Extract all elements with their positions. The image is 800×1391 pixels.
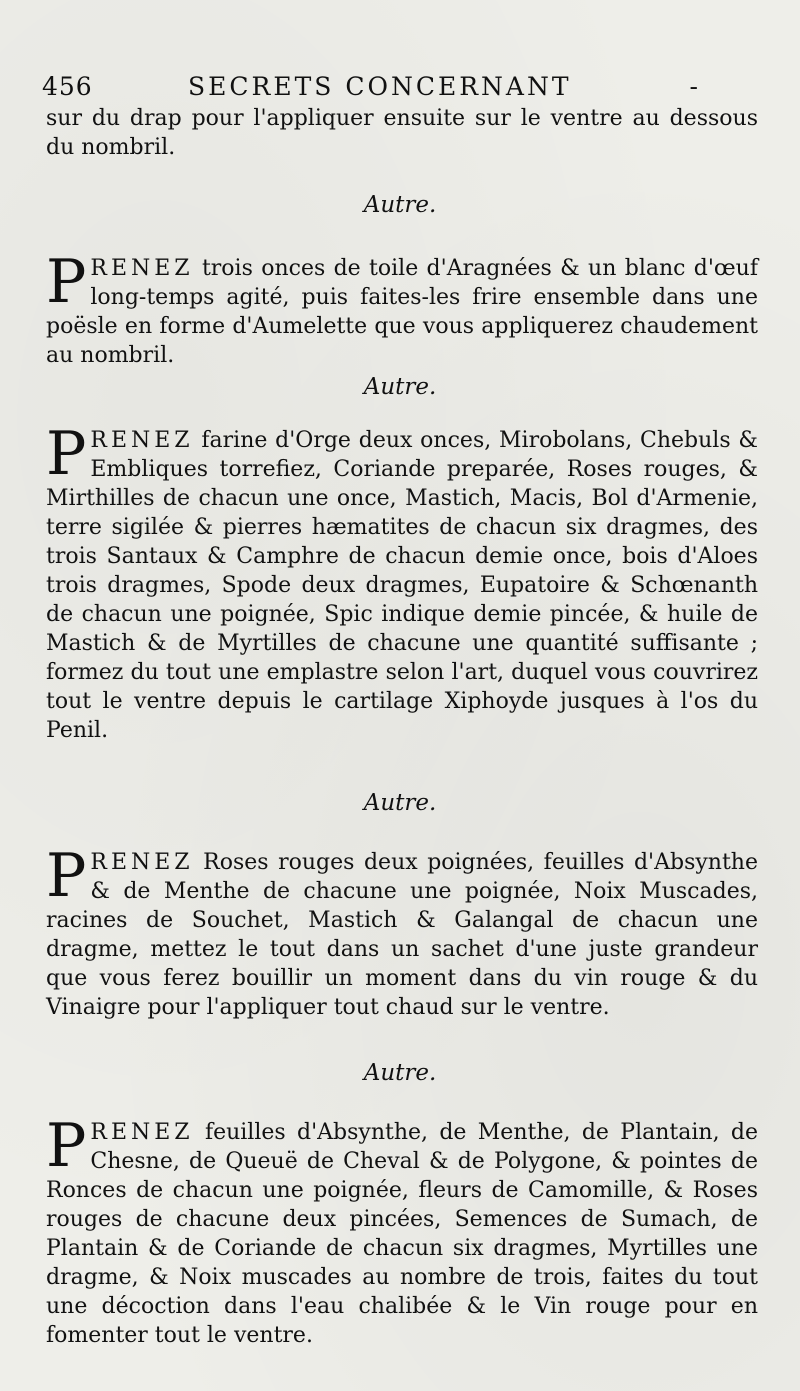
running-title: SECRETS CONCERNANT xyxy=(188,72,572,101)
section-paragraph-1 xyxy=(46,247,758,370)
drop-cap-1: P xyxy=(46,247,87,317)
section-paragraph-3 xyxy=(46,841,758,1022)
section-paragraph-2 xyxy=(46,419,758,745)
section-paragraph-4 xyxy=(46,1111,758,1350)
drop-cap-2: P xyxy=(46,419,87,489)
lead-word-3: RENEZ xyxy=(90,850,194,875)
section-heading-4: Autre. xyxy=(363,1060,437,1086)
section-heading-1: Autre. xyxy=(363,192,437,218)
section-body-4: feuilles d'Absynthe, de Menthe, de Plantain, de Chesne, de Queuë de Cheval & de Polygone, & pointes de Ronces de chacun une poignée, fleurs de Camomille, & Roses rouges de chacune deux pincées, Semences de Sumach, de Plantain & de Coriande de chacun six dragmes, Myrtilles une dragme, & Noix muscades au nombre de trois, faites du tout une décoction dans l'eau chalibée & le Vin rouge pour en fomenter tout le ventre. xyxy=(46,1120,758,1348)
section-body-1: trois onces de toile d'Aragnées & un blanc d'œuf long-temps agité, puis faites-les frire ensemble dans une poësle en forme d'Aumelette que vous appliquerez chaudement au nombril. xyxy=(46,256,758,368)
drop-cap-4: P xyxy=(46,1111,87,1181)
section-heading-3: Autre. xyxy=(363,790,437,816)
header-dash: - xyxy=(689,72,698,101)
section-body-2: farine d'Orge deux onces, Mirobolans, Chebuls & Embliques torrefiez, Coriande preparée, Roses rouges, & Mirthilles de chacun une once, Mastich, Macis, Bol d'Armenie, terre sigilée & pierres hæmatites de chacun six dragmes, des trois Santaux & Camphre de chacun demie once, bois d'Aloes trois dragmes, Spode deux dragmes, Eupatoire & Schœnanth de chacun une poignée, Spic indique demie pincée, & huile de Mastich & de Myrtilles de chacune une quantité suffisante ; formez du tout une emplastre selon l'art, duquel vous couvrirez tout le ventre depuis le cartilage Xiphoyde jusques à l'os du Penil. xyxy=(46,428,758,743)
lead-word-1: RENEZ xyxy=(90,256,194,281)
section-body-3: Roses rouges deux poignées, feuilles d'Absynthe & de Menthe de chacune une poignée, Noix Muscades, racines de Souchet, Mastich & Galangal de chacun une dragme, mettez le tout dans un sachet d'une juste grandeur que vous ferez bouillir un moment dans du vin rouge & du Vinaigre pour l'appliquer tout chaud sur le ventre. xyxy=(46,850,758,1020)
page-number: 456 xyxy=(42,72,93,101)
continuation-paragraph: sur du drap pour l'appliquer ensuite sur le ventre au dessous du nombril. xyxy=(46,106,758,160)
section-heading-2: Autre. xyxy=(363,374,437,400)
drop-cap-3: P xyxy=(46,841,87,911)
lead-word-4: RENEZ xyxy=(90,1120,194,1145)
lead-word-2: RENEZ xyxy=(90,428,194,453)
page-header xyxy=(40,72,760,106)
